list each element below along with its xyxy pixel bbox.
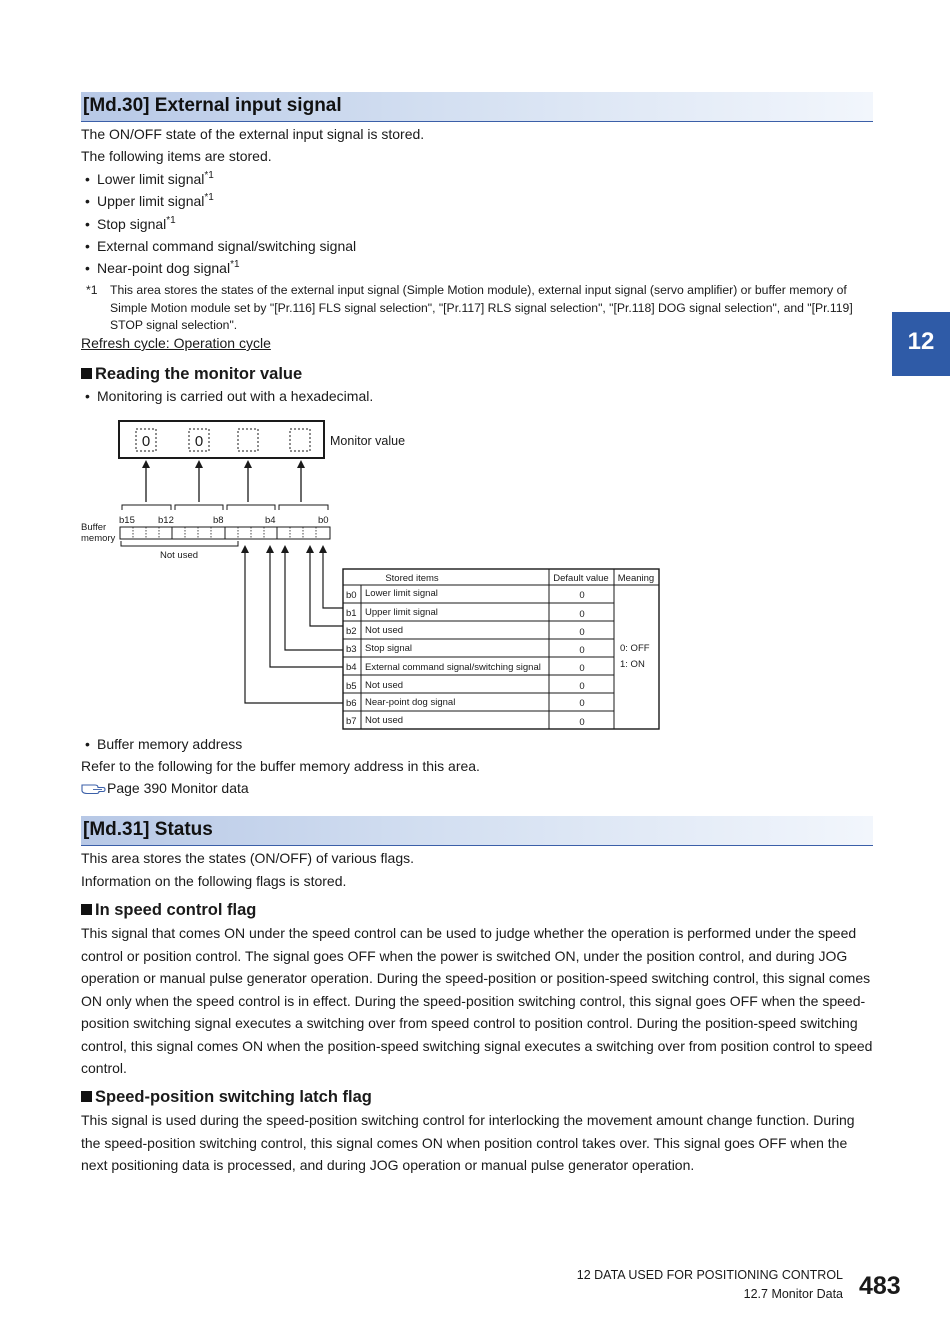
- table-item: Not used: [365, 680, 404, 691]
- page-reference-link[interactable]: Page 390 Monitor data: [81, 779, 249, 797]
- section-title: [Md.31] Status: [83, 819, 213, 840]
- square-bullet-icon: [81, 1091, 92, 1102]
- table-bit: b5: [346, 681, 357, 692]
- stored-item: • Near-point dog signal$^{*1}$: [85, 259, 240, 277]
- bit-label: b0: [318, 515, 329, 526]
- reading-bullet: • Monitoring is carried out with a hexadecimal.: [85, 387, 373, 405]
- table-item: Near-point dog signal: [365, 697, 456, 708]
- hex-digit: 0: [194, 433, 204, 450]
- table-default: 0: [579, 717, 585, 728]
- table-bit: b1: [346, 608, 357, 619]
- table-item: Upper limit signal: [365, 607, 438, 618]
- md30-intro-1: The ON/OFF state of the external input signal is stored.: [81, 126, 425, 142]
- stored-item: • Lower limit signal$^{*1}$: [85, 170, 214, 188]
- speed-flag-text: This signal that comes ON under the speed control can be used to judge whether the operation is performed under the speed control or position control. The signal goes OFF when the power is switched ON, under the position control, and during JOG operation or manual pulse generator operation. During the speed-position or position-speed switching control, this signal comes ON only when the speed control is in effect. During the speed-position switching control, this signal goes OFF when the speed-position switching signal executes a switching over from speed control to position control. During the position-speed switching control, this signal comes ON when the position-speed switching signal executes a switching over from position control to speed control.: [81, 925, 873, 1076]
- table-bit: b4: [346, 662, 357, 673]
- meaning-on: 1: ON: [620, 659, 645, 670]
- footnote: [86, 282, 876, 335]
- square-bullet-icon: [81, 904, 92, 915]
- stored-item: • Upper limit signal$^{*1}$: [85, 192, 214, 210]
- refresh-cycle: Refresh cycle: Operation cycle: [81, 335, 271, 351]
- section-header-md31: [81, 816, 873, 846]
- table-bit: b7: [346, 716, 357, 727]
- buffer-label: Buffer: [81, 522, 107, 533]
- section-header-md30: [81, 92, 873, 122]
- table-item: Not used: [365, 625, 404, 636]
- table-bit: b2: [346, 626, 357, 637]
- speed-flag-heading: In speed control flag: [81, 901, 256, 920]
- latch-flag-heading: Speed-position switching latch flag: [81, 1088, 372, 1107]
- latch-flag-text: This signal is used during the speed-position switching control for interlocking the movement amount change function. During the speed-position switching control, this signal comes ON when position control takes over. This signal goes OFF when the next positioning data is processed, and during JOG operation or manual pulse generator operation.: [81, 1112, 855, 1173]
- not-used-label: Not used: [159, 550, 199, 561]
- table-bit: b6: [346, 698, 357, 709]
- table-default: 0: [579, 663, 585, 674]
- refer-text: Refer to the following for the buffer memory address in this area.: [81, 758, 480, 774]
- footnote-mark: *1: [86, 283, 98, 297]
- section-title: [Md.30] External input signal: [83, 95, 342, 116]
- table-header: Stored items: [385, 573, 439, 584]
- table-default: 0: [579, 590, 585, 601]
- pointing-hand-icon: [81, 781, 107, 795]
- meaning-off: 0: OFF: [620, 643, 650, 654]
- table-item: External command signal/switching signal: [365, 662, 541, 673]
- md30-intro-2: The following items are stored.: [81, 148, 272, 164]
- reading-heading: Reading the monitor value: [81, 365, 302, 384]
- buffer-label: memory: [81, 533, 116, 544]
- md31-intro-2: Information on the following flags is stored.: [81, 873, 347, 889]
- bit-label: b4: [265, 515, 276, 526]
- table-header: Meaning: [617, 573, 655, 584]
- table-item: Stop signal: [365, 643, 413, 654]
- table-item: Lower limit signal: [365, 588, 438, 599]
- stored-item: • Stop signal$^{*1}$: [85, 215, 176, 233]
- bit-label: b12: [158, 515, 174, 526]
- table-header: Default value: [553, 573, 609, 584]
- bit-label: b8: [213, 515, 224, 526]
- table-bit: b3: [346, 644, 357, 655]
- buffer-memory-diagram: [0, 410, 950, 735]
- chapter-tab[interactable]: 12: [892, 312, 950, 376]
- footer-chapter: 12 DATA USED FOR POSITIONING CONTROL: [576, 1268, 843, 1282]
- square-bullet-icon: [81, 368, 92, 379]
- footnote-text: This area stores the states of the external input signal (Simple Motion module), external input signal (servo amplifier) or buffer memory of Simple Motion module set by "[Pr.116] FLS signal selection", "[Pr.117] RLS signal selection", "[Pr.118] DOG signal selection", and "[Pr.119] STOP signal selection".: [110, 283, 853, 332]
- table-item: Not used: [365, 715, 404, 726]
- table-default: 0: [579, 645, 585, 656]
- table-default: 0: [579, 698, 585, 709]
- table-default: 0: [579, 627, 585, 638]
- buffer-address-bullet: • Buffer memory address: [85, 735, 242, 753]
- bit-label: b15: [119, 515, 135, 526]
- table-bit: b0: [346, 590, 357, 601]
- md31-intro-1: This area stores the states (ON/OFF) of various flags.: [81, 850, 414, 866]
- stored-item: • External command signal/switching signal: [85, 237, 356, 255]
- table-default: 0: [579, 681, 585, 692]
- footer-section: 12.7 Monitor Data: [743, 1287, 843, 1301]
- page-number: 483: [859, 1272, 901, 1300]
- monitor-value-label: Monitor value: [330, 434, 406, 448]
- hex-digit: 0: [141, 433, 151, 450]
- table-default: 0: [579, 609, 585, 620]
